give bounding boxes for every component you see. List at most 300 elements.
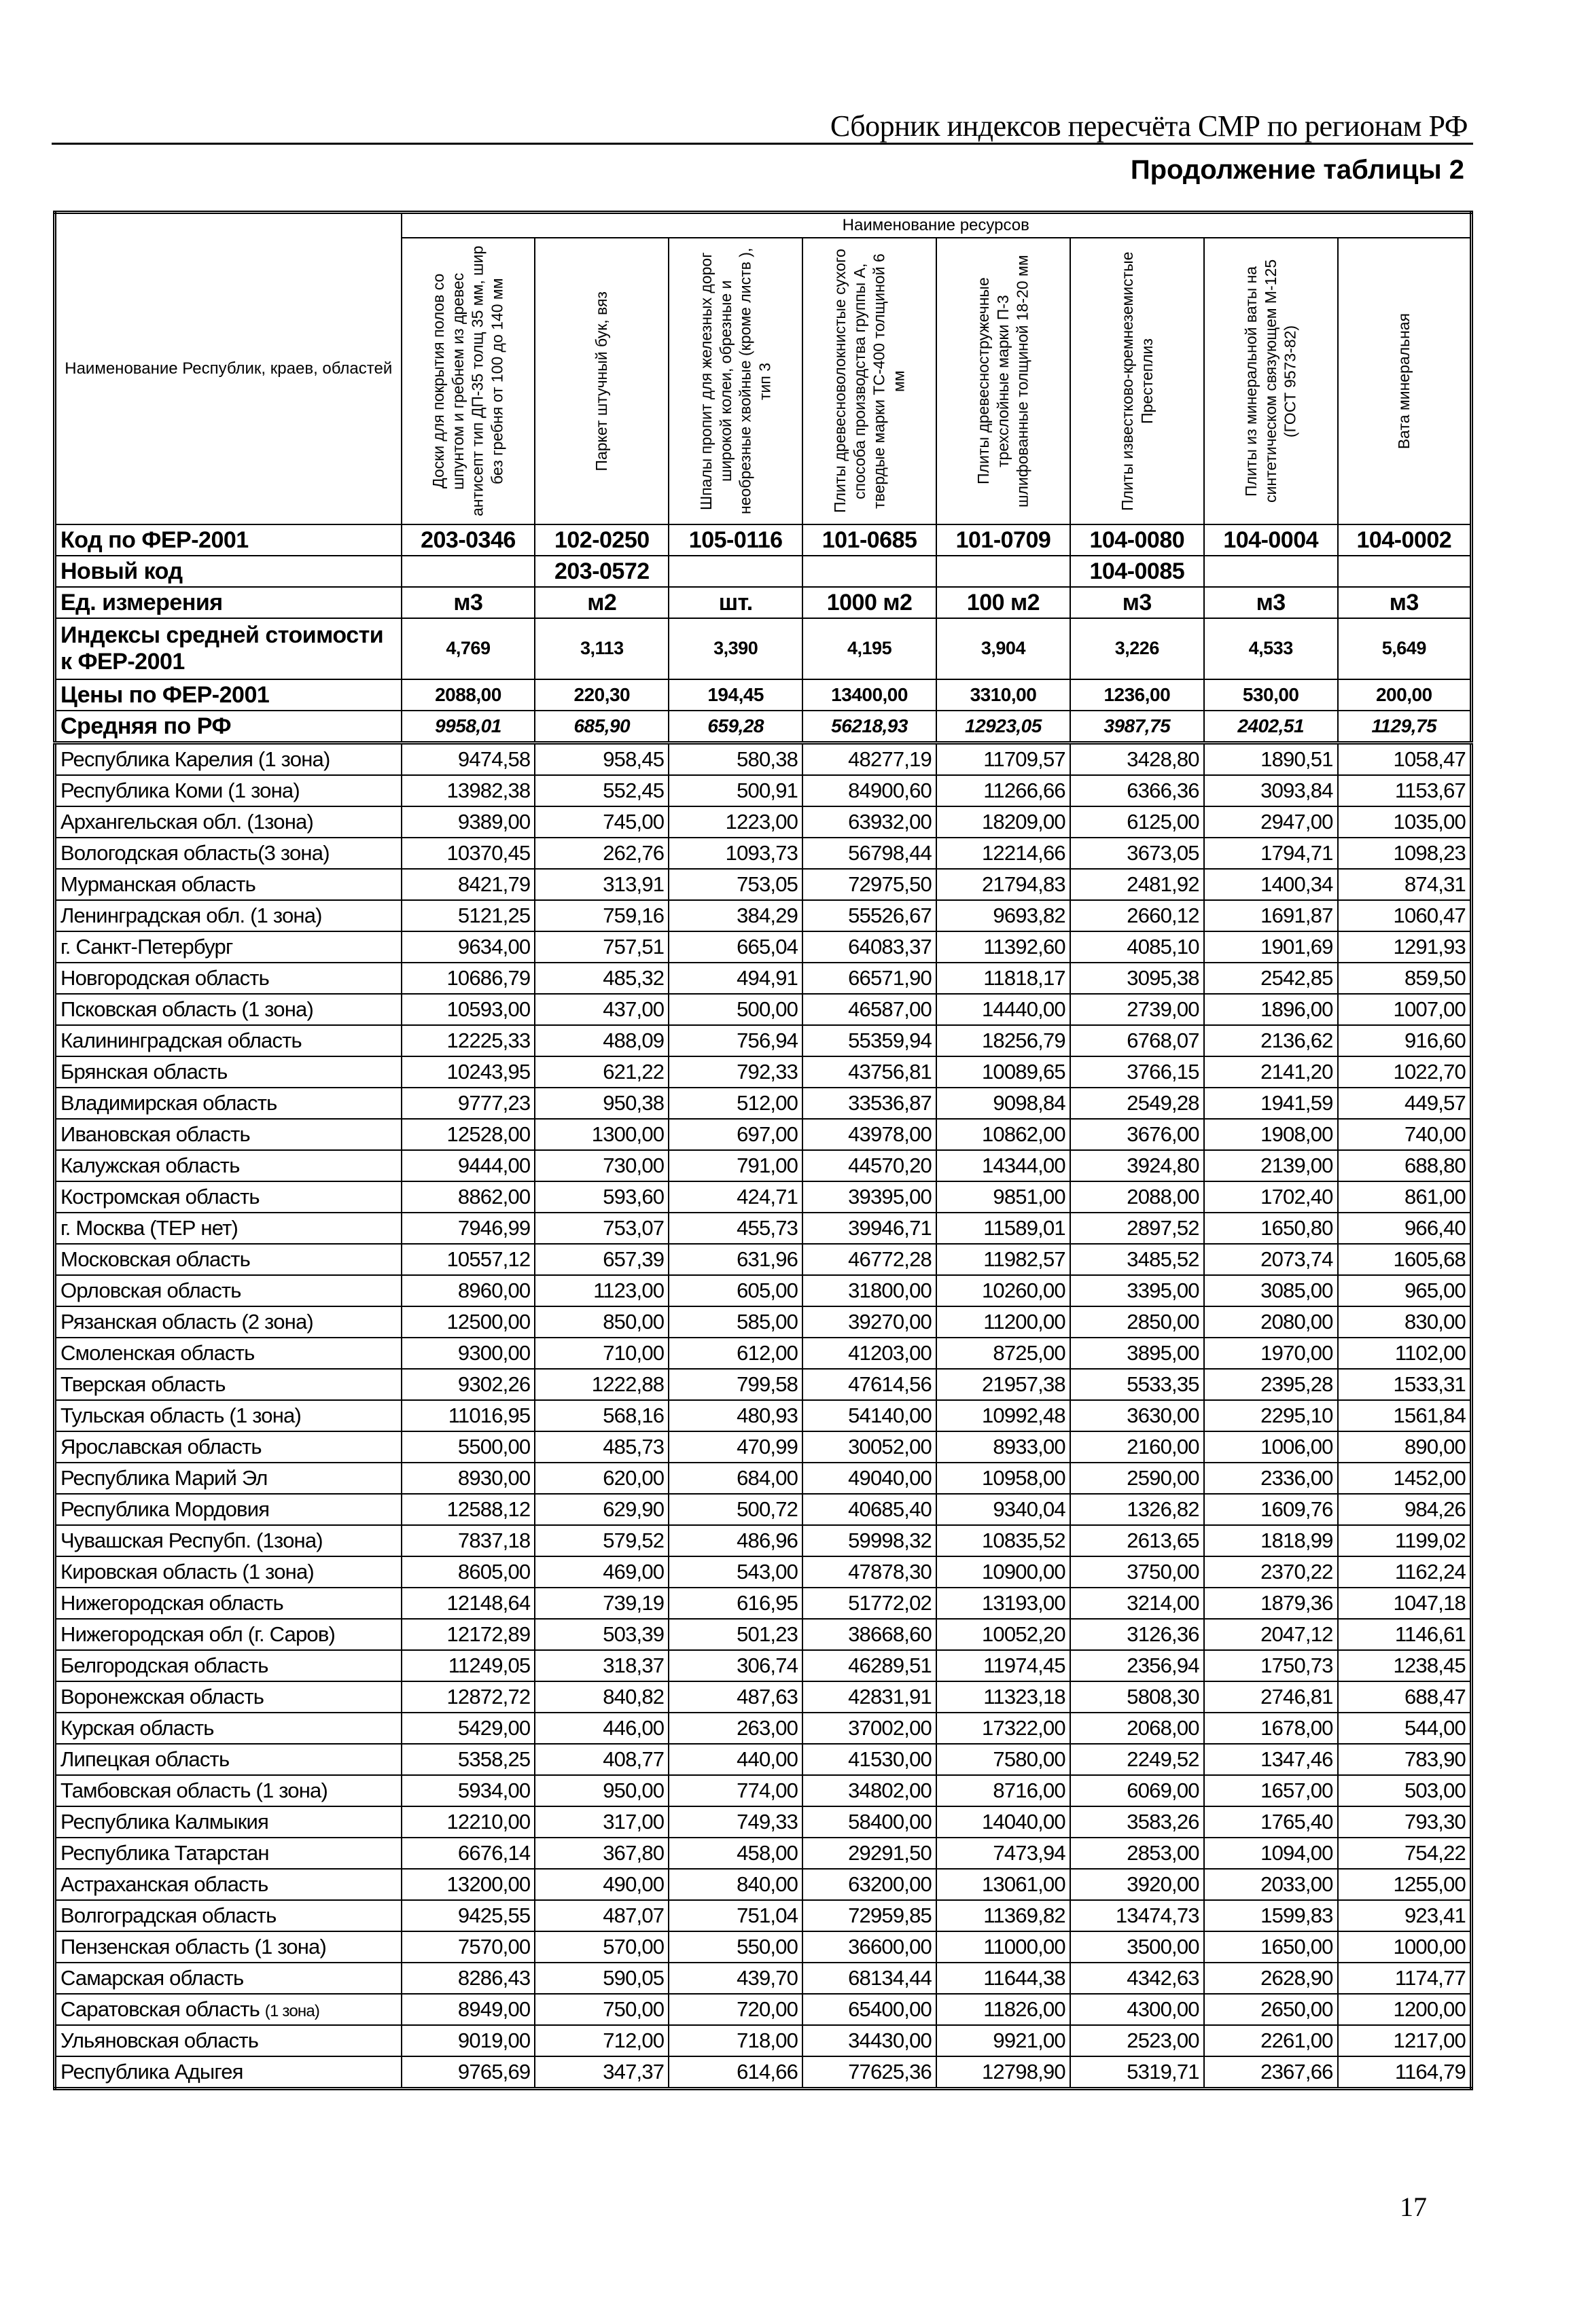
table-row [55,1994,1472,2025]
price-cell: 3214,00 [1070,1588,1204,1619]
price-cell: 34430,00 [802,2025,936,2056]
price-cell: 1650,80 [1204,1213,1338,1244]
price-cell: 1533,31 [1338,1369,1472,1400]
price-cell: 470,99 [669,1431,802,1463]
price-cell: 485,32 [535,963,669,994]
price-cell: 8286,43 [402,1963,535,1994]
price-cell: 12872,72 [402,1681,535,1713]
price-cell: 543,00 [669,1556,802,1588]
region-name: Белгородская область [60,1653,268,1677]
meta-cell: 203-0572 [535,556,669,587]
price-cell: 631,96 [669,1244,802,1275]
price-cell: 2068,00 [1070,1713,1204,1744]
price-cell: 1153,67 [1338,775,1472,806]
price-cell: 1146,61 [1338,1619,1472,1650]
resource-column-label: Доски для покрытия полов со шпунтом и гребнем из древес антисепт тип ДП-35 толщ 35 мм, шир без гребня от 100 до 140 мм [429,245,506,517]
price-cell: 3924,80 [1070,1150,1204,1181]
price-cell: 11826,00 [936,1994,1070,2025]
price-cell: 318,37 [535,1650,669,1681]
price-cell: 874,31 [1338,869,1472,900]
price-cell: 6125,00 [1070,806,1204,838]
price-cell: 5808,30 [1070,1681,1204,1713]
price-cell: 1702,40 [1204,1181,1338,1213]
resource-column-label: Шпалы пропит для железных дорог широкой колеи, обрезные и необрезные хвойные (кроме листв ), тип 3 [697,247,774,515]
resource-column-label: Плиты из минеральной ваты на синтетическом связующем М-125 (ГОСТ 9573-82) [1242,259,1299,503]
meta-cell: 3,390 [669,618,802,679]
price-cell: 550,00 [669,1931,802,1963]
price-cell: 503,39 [535,1619,669,1650]
price-cell: 10900,00 [936,1556,1070,1588]
price-cell: 11000,00 [936,1931,1070,1963]
region-rows [55,743,1472,2089]
table-row [55,1525,1472,1556]
price-cell: 306,74 [669,1650,802,1681]
price-cell: 4300,00 [1070,1994,1204,2025]
price-cell: 512,00 [669,1088,802,1119]
region-name-cell [55,2025,402,2056]
price-cell: 774,00 [669,1775,802,1806]
region-name-cell [55,1056,402,1088]
price-cell: 9019,00 [402,2025,535,2056]
table-row [55,931,1472,963]
region-name: Калининградская область [60,1029,302,1052]
region-name-cell [55,1244,402,1275]
price-cell: 1970,00 [1204,1338,1338,1369]
meta-cell [802,556,936,587]
region-name: Республика Калмыкия [60,1810,269,1834]
price-cell: 9300,00 [402,1338,535,1369]
region-name-cell [55,743,402,776]
price-cell: 2549,28 [1070,1088,1204,1119]
region-name: Республика Коми (1 зона) [60,779,300,802]
price-cell: 3583,26 [1070,1806,1204,1838]
price-cell: 11016,95 [402,1400,535,1431]
meta-cell: 1236,00 [1070,679,1204,711]
region-name-cell [55,1556,402,1588]
region-name-cell [55,1213,402,1244]
meta-row-price [55,679,1472,711]
price-cell: 9921,00 [936,2025,1070,2056]
table-row [55,994,1472,1025]
price-cell: 63200,00 [802,1869,936,1900]
price-cell: 966,40 [1338,1213,1472,1244]
price-cell: 59998,32 [802,1525,936,1556]
table-row [55,1775,1472,1806]
price-cell: 14440,00 [936,994,1070,1025]
price-cell: 424,71 [669,1181,802,1213]
meta-cell: 200,00 [1338,679,1472,711]
price-cell: 1093,73 [669,838,802,869]
price-cell: 3126,36 [1070,1619,1204,1650]
meta-cell: 13400,00 [802,679,936,711]
resource-column-header [1338,238,1472,524]
region-column-header: Наименование Республик, краев, областей [55,213,402,525]
resource-column-header [1204,238,1338,524]
price-cell: 10260,00 [936,1275,1070,1306]
price-cell: 55359,94 [802,1025,936,1056]
price-cell: 5319,71 [1070,2056,1204,2089]
meta-row-average [55,711,1472,743]
price-cell: 8933,00 [936,1431,1070,1463]
table-row [55,1338,1472,1369]
region-name-cell [55,1588,402,1619]
region-name-cell [55,1369,402,1400]
region-name-cell [55,1275,402,1306]
price-cell: 2033,00 [1204,1869,1338,1900]
price-cell: 21957,38 [936,1369,1070,1400]
price-cell: 5500,00 [402,1431,535,1463]
price-cell: 56798,44 [802,838,936,869]
price-cell: 10835,52 [936,1525,1070,1556]
price-cell: 10243,95 [402,1056,535,1088]
price-cell: 1599,83 [1204,1900,1338,1931]
meta-cell: 104-0004 [1204,524,1338,556]
price-cell: 63932,00 [802,806,936,838]
price-cell: 501,23 [669,1619,802,1650]
price-cell: 18256,79 [936,1025,1070,1056]
price-cell: 840,00 [669,1869,802,1900]
region-name: Костромская область [60,1185,260,1209]
price-cell: 1890,51 [1204,743,1338,776]
meta-cell: м2 [535,587,669,618]
table-row [55,1369,1472,1400]
region-name-cell [55,869,402,900]
regional-price-table [53,211,1473,2090]
price-cell: 750,00 [535,1994,669,2025]
price-cell: 11249,05 [402,1650,535,1681]
meta-cell: 685,90 [535,711,669,743]
price-cell: 5121,25 [402,900,535,931]
region-name: г. Москва (ТЕР нет) [60,1216,238,1240]
price-cell: 12798,90 [936,2056,1070,2089]
price-cell: 5358,25 [402,1744,535,1775]
region-name-cell [55,1181,402,1213]
price-cell: 8725,00 [936,1338,1070,1369]
region-name: Ульяновская область [60,2028,259,2052]
region-name: Республика Мордовия [60,1497,270,1521]
price-cell: 10958,00 [936,1463,1070,1494]
price-cell: 620,00 [535,1463,669,1494]
price-cell: 9777,23 [402,1088,535,1119]
region-name: Новгородская область [60,966,270,990]
price-cell: 1347,46 [1204,1744,1338,1775]
price-cell: 2073,74 [1204,1244,1338,1275]
price-cell: 749,33 [669,1806,802,1838]
price-cell: 439,70 [669,1963,802,1994]
price-cell: 1058,47 [1338,743,1472,776]
price-cell: 1452,00 [1338,1463,1472,1494]
price-cell: 11974,45 [936,1650,1070,1681]
region-name-cell [55,1838,402,1869]
price-cell: 629,90 [535,1494,669,1525]
price-cell: 1035,00 [1338,806,1472,838]
table-row [55,1275,1472,1306]
price-cell: 503,00 [1338,1775,1472,1806]
price-cell: 11266,66 [936,775,1070,806]
table-row [55,1588,1472,1619]
table-row [55,1494,1472,1525]
region-name-cell [55,1338,402,1369]
price-cell: 544,00 [1338,1713,1472,1744]
meta-row-label: Новый код [55,556,402,587]
meta-cell: 4,769 [402,618,535,679]
region-name: г. Санкт-Петербург [60,935,233,959]
meta-cell: 104-0002 [1338,524,1472,556]
price-cell: 7473,94 [936,1838,1070,1869]
table-row [55,1744,1472,1775]
price-cell: 500,91 [669,775,802,806]
price-cell: 2853,00 [1070,1838,1204,1869]
price-cell: 1000,00 [1338,1931,1472,1963]
price-cell: 10557,12 [402,1244,535,1275]
price-cell: 1162,24 [1338,1556,1472,1588]
price-cell: 4342,63 [1070,1963,1204,1994]
price-cell: 12588,12 [402,1494,535,1525]
table-row [55,1963,1472,1994]
price-cell: 8421,79 [402,869,535,900]
region-name-cell [55,1650,402,1681]
resource-column-header [669,238,802,524]
price-cell: 730,00 [535,1150,669,1181]
region-name-cell [55,1744,402,1775]
price-cell: 44570,20 [802,1150,936,1181]
price-cell: 3676,00 [1070,1119,1204,1150]
price-cell: 38668,60 [802,1619,936,1650]
price-cell: 757,51 [535,931,669,963]
price-cell: 1794,71 [1204,838,1338,869]
price-cell: 21794,83 [936,869,1070,900]
price-cell: 1006,00 [1204,1431,1338,1463]
price-cell: 756,94 [669,1025,802,1056]
price-cell: 13061,00 [936,1869,1070,1900]
price-cell: 8605,00 [402,1556,535,1588]
price-cell: 2356,94 [1070,1650,1204,1681]
price-cell: 2523,00 [1070,2025,1204,2056]
price-cell: 1609,76 [1204,1494,1338,1525]
table-row [55,1619,1472,1650]
price-cell: 30052,00 [802,1431,936,1463]
region-name-cell [55,1025,402,1056]
price-cell: 1164,79 [1338,2056,1472,2089]
resources-group-header: Наименование ресурсов [402,213,1472,238]
price-cell: 347,37 [535,2056,669,2089]
price-cell: 614,66 [669,2056,802,2089]
table-row [55,1088,1472,1119]
price-cell: 41203,00 [802,1338,936,1369]
price-cell: 77625,36 [802,2056,936,2089]
region-name: Астраханская область [60,1872,268,1896]
price-cell: 754,22 [1338,1838,1472,1869]
table-row [55,1306,1472,1338]
price-cell: 8862,00 [402,1181,535,1213]
price-cell: 10052,20 [936,1619,1070,1650]
price-cell: 41530,00 [802,1744,936,1775]
price-cell: 11982,57 [936,1244,1070,1275]
table-row [55,1025,1472,1056]
price-cell: 6069,00 [1070,1775,1204,1806]
price-cell: 3920,00 [1070,1869,1204,1900]
price-cell: 39270,00 [802,1306,936,1338]
meta-row-label: Средняя по РФ [55,711,402,743]
region-name: Республика Адыгея [60,2060,243,2084]
resource-column-header [1070,238,1204,524]
price-cell: 570,00 [535,1931,669,1963]
price-cell: 55526,67 [802,900,936,931]
price-cell: 367,80 [535,1838,669,1869]
region-name-cell [55,1119,402,1150]
region-name-cell [55,1931,402,1963]
price-cell: 791,00 [669,1150,802,1181]
region-name-cell [55,963,402,994]
price-cell: 1678,00 [1204,1713,1338,1744]
table-row [55,1681,1472,1713]
price-cell: 446,00 [535,1713,669,1744]
price-cell: 2080,00 [1204,1306,1338,1338]
price-cell: 8949,00 [402,1994,535,2025]
region-name-cell [55,994,402,1025]
price-cell: 494,91 [669,963,802,994]
running-title: Сборник индексов пересчёта СМР по регионам РФ [830,109,1468,143]
price-cell: 1047,18 [1338,1588,1472,1619]
price-cell: 1691,87 [1204,900,1338,931]
price-cell: 923,41 [1338,1900,1472,1931]
region-name-cell [55,1619,402,1650]
price-cell: 2590,00 [1070,1463,1204,1494]
region-name: Волгоградская область [60,1903,277,1927]
region-name: Нижегородская область [60,1591,283,1615]
price-cell: 64083,37 [802,931,936,963]
price-cell: 488,09 [535,1025,669,1056]
price-cell: 29291,50 [802,1838,936,1869]
resource-column-label: Плиты древесностружечные трехслойные марки П-3 шлифованные толщиной 18-20 мм [974,255,1031,507]
meta-cell: 203-0346 [402,524,535,556]
meta-cell: 5,649 [1338,618,1472,679]
price-cell: 697,00 [669,1119,802,1150]
meta-cell: 3987,75 [1070,711,1204,743]
region-name: Рязанская область (2 зона) [60,1310,313,1334]
region-name-cell [55,1869,402,1900]
price-cell: 568,16 [535,1400,669,1431]
price-cell: 616,95 [669,1588,802,1619]
table-row [55,1463,1472,1494]
table-row [55,1244,1472,1275]
price-cell: 1818,99 [1204,1525,1338,1556]
meta-cell: м3 [402,587,535,618]
meta-cell: 3310,00 [936,679,1070,711]
region-name: Орловская область [60,1279,241,1302]
meta-cell: 104-0085 [1070,556,1204,587]
region-name-cell [55,1806,402,1838]
region-name-cell [55,1088,402,1119]
price-cell: 480,93 [669,1400,802,1431]
price-cell: 43978,00 [802,1119,936,1150]
price-cell: 13982,38 [402,775,535,806]
table-row [55,1650,1472,1681]
price-cell: 1750,73 [1204,1650,1338,1681]
price-cell: 1007,00 [1338,994,1472,1025]
price-cell: 1400,34 [1204,869,1338,900]
meta-cell: 530,00 [1204,679,1338,711]
price-cell: 2160,00 [1070,1431,1204,1463]
price-cell: 54140,00 [802,1400,936,1431]
price-cell: 958,45 [535,743,669,776]
price-cell: 2295,10 [1204,1400,1338,1431]
region-name-cell [55,1681,402,1713]
table-row [55,806,1472,838]
region-name: Архангельская обл. (1зона) [60,810,314,834]
meta-cell: 105-0116 [669,524,802,556]
price-cell: 11709,57 [936,743,1070,776]
meta-cell: 1129,75 [1338,711,1472,743]
price-cell: 753,05 [669,869,802,900]
region-name-cell [55,775,402,806]
price-cell: 965,00 [1338,1275,1472,1306]
price-cell: 10686,79 [402,963,535,994]
price-cell: 34802,00 [802,1775,936,1806]
meta-row-label: Цены по ФЕР-2001 [55,679,402,711]
region-name: Псковская область (1 зона) [60,997,313,1021]
table-row [55,1056,1472,1088]
region-name-cell [55,1775,402,1806]
resource-column-label: Вата минеральная [1394,312,1413,450]
price-cell: 612,00 [669,1338,802,1369]
price-cell: 859,50 [1338,963,1472,994]
price-cell: 10992,48 [936,1400,1070,1431]
region-name: Курская область [60,1716,214,1740]
price-cell: 580,38 [669,743,802,776]
price-cell: 13474,73 [1070,1900,1204,1931]
price-cell: 40685,40 [802,1494,936,1525]
price-cell: 3085,00 [1204,1275,1338,1306]
price-cell: 984,26 [1338,1494,1472,1525]
price-cell: 455,73 [669,1213,802,1244]
price-cell: 9634,00 [402,931,535,963]
meta-cell: 102-0250 [535,524,669,556]
resource-column-label: Плиты древесноволокнистые сухого способа производства группы А, твердые марки ТС-400 толщиной 6 мм [831,249,908,514]
price-cell: 12214,66 [936,838,1070,869]
price-cell: 11644,38 [936,1963,1070,1994]
resource-column-header [535,238,669,524]
table-row [55,1838,1472,1869]
price-cell: 1326,82 [1070,1494,1204,1525]
price-cell: 2481,92 [1070,869,1204,900]
price-cell: 8716,00 [936,1775,1070,1806]
price-cell: 12210,00 [402,1806,535,1838]
price-cell: 1605,68 [1338,1244,1472,1275]
price-cell: 2897,52 [1070,1213,1204,1244]
resource-column-label: Плиты известково-кремнеземистые Престеплиз [1118,251,1156,511]
price-cell: 46772,28 [802,1244,936,1275]
price-cell: 840,82 [535,1681,669,1713]
table-row [55,743,1472,776]
region-name-cell [55,1494,402,1525]
price-cell: 7837,18 [402,1525,535,1556]
price-cell: 1022,70 [1338,1056,1472,1088]
price-cell: 1255,00 [1338,1869,1472,1900]
price-cell: 1908,00 [1204,1119,1338,1150]
price-cell: 590,05 [535,1963,669,1994]
region-name: Самарская область [60,1966,244,1990]
region-name: Тамбовская область (1 зона) [60,1778,328,1802]
price-cell: 9693,82 [936,900,1070,931]
meta-row-label: Индексы средней стоимости к ФЕР-2001 [55,618,402,679]
price-cell: 65400,00 [802,1994,936,2025]
price-cell: 7570,00 [402,1931,535,1963]
price-cell: 688,80 [1338,1150,1472,1181]
price-cell: 2141,20 [1204,1056,1338,1088]
table-row [55,1900,1472,1931]
region-name: Калужская область [60,1154,240,1177]
